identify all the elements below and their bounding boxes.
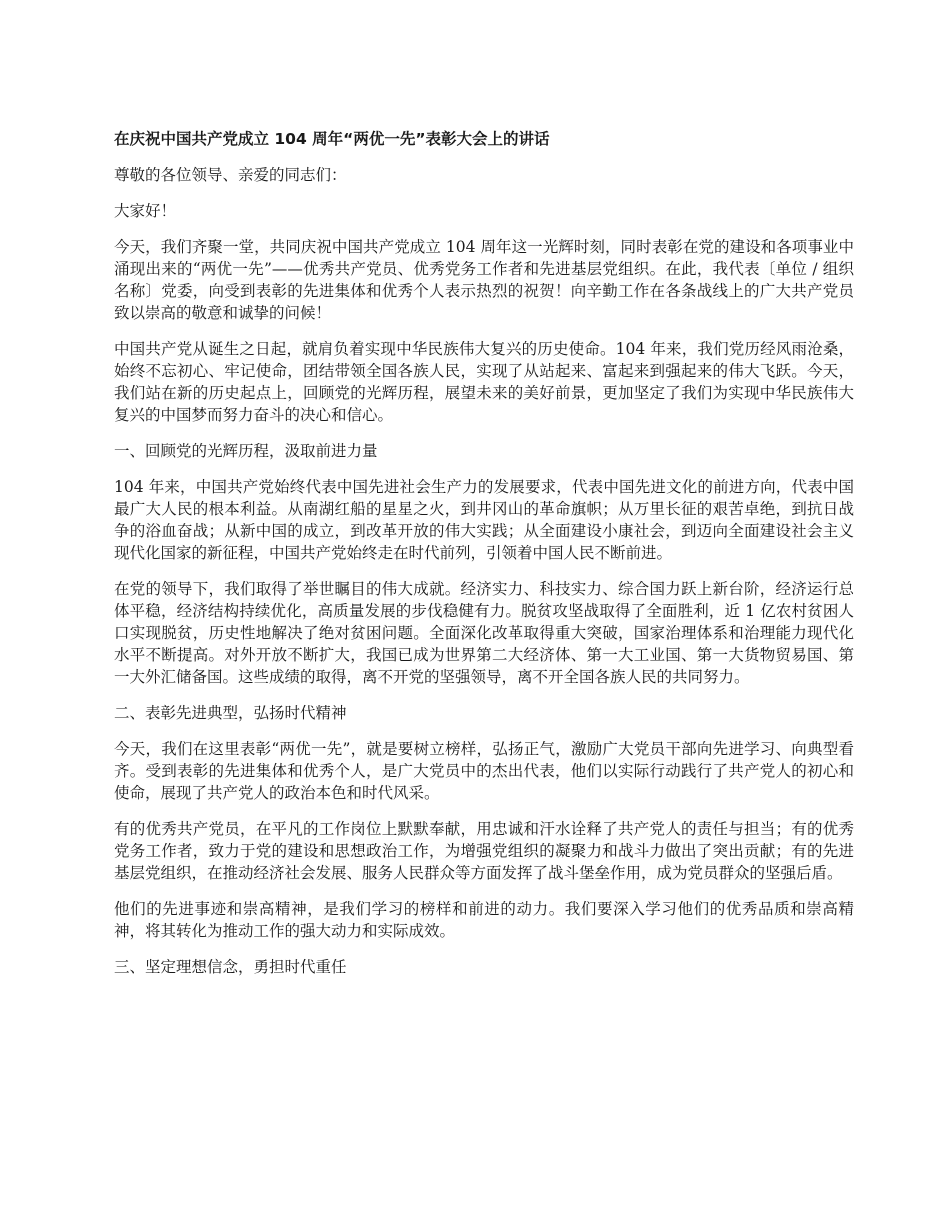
section-1-heading: 一、回顾党的光辉历程，汲取前进力量: [114, 442, 378, 460]
section-3-heading: 三、坚定理想信念，勇担时代重任: [114, 958, 347, 976]
section-2-paragraph-2: 有的优秀共产党员，在平凡的工作岗位上默默奉献，用忠诚和汗水诠释了共产党人的责任与担当；有的优秀党务工作者，致力于党的建设和思想政治工作，为增强党组织的凝聚力和战斗力做出了突出贡献；有的先进基层党组织，在推动经济社会发展、服务人民群众等方面发挥了战斗堡垒作用，成为党员群众的坚强后盾。: [114, 820, 854, 882]
section-1-paragraph-2: 在党的领导下，我们取得了举世瞩目的伟大成就。经济实力、科技实力、综合国力跃上新台阶，经济运行总体平稳，经济结构持续优化，高质量发展的步伐稳健有力。脱贫攻坚战取得了全面胜利，近 1 亿农村贫困人口实现脱贫，历史性地解决了绝对贫困问题。全面深化改革取得重大突破，国家治理体系和治理能力现代化水平不断提高。对外开放不断扩大，我国已成为世界第二大经济体、第一大工业国、第一大货物贸易国、第一大外汇储备国。这些成绩的取得，离不开党的坚强领导，离不开全国各族人民的共同努力。: [114, 580, 854, 686]
section-2-paragraph-3: 他们的先进事迹和崇高精神，是我们学习的榜样和前进的动力。我们要深入学习他们的优秀品质和崇高精神，将其转化为推动工作的强大动力和实际成效。: [114, 900, 854, 940]
salutation: 尊敬的各位领导、亲爱的同志们：: [114, 166, 347, 184]
section-2-heading: 二、表彰先进典型，弘扬时代精神: [114, 704, 347, 722]
greeting: 大家好！: [114, 202, 177, 220]
intro-paragraph-2: 中国共产党从诞生之日起，就肩负着实现中华民族伟大复兴的历史使命。104 年来，我们党历经风雨沧桑，始终不忘初心、牢记使命，团结带领全国各族人民，实现了从站起来、富起来到强起来的伟大飞跃。今天，我们站在新的历史起点上，回顾党的光辉历程，展望未来的美好前景，更加坚定了我们为实现中华民族伟大复兴的中国梦而努力奋斗的决心和信心。: [114, 340, 854, 424]
section-1-paragraph-1: 104 年来，中国共产党始终代表中国先进社会生产力的发展要求，代表中国先进文化的前进方向，代表中国最广大人民的根本利益。从南湖红船的星星之火，到井冈山的革命旗帜；从万里长征的艰苦卓绝，到抗日战争的浴血奋战；从新中国的成立，到改革开放的伟大实践；从全面建设小康社会，到迈向全面建设社会主义现代化国家的新征程，中国共产党始终走在时代前列，引领着中国人民不断前进。: [114, 478, 854, 562]
document-title: 在庆祝中国共产党成立 104 周年“两优一先”表彰大会上的讲话: [114, 130, 550, 148]
section-2-paragraph-1: 今天，我们在这里表彰“两优一先”，就是要树立榜样，弘扬正气，激励广大党员干部向先进学习、向典型看齐。受到表彰的先进集体和优秀个人，是广大党员中的杰出代表，他们以实际行动践行了共产党人的初心和使命，展现了共产党人的政治本色和时代风采。: [114, 740, 854, 802]
document-page: [114, 120, 854, 992]
intro-paragraph-1: 今天，我们齐聚一堂，共同庆祝中国共产党成立 104 周年这一光辉时刻，同时表彰在党的建设和各项事业中涌现出来的“两优一先”——优秀共产党员、优秀党务工作者和先进基层党组织。在此，我代表〔单位 / 组织名称〕党委，向受到表彰的先进集体和优秀个人表示热烈的祝贺！向辛勤工作在各条战线上的广大共产党员致以崇高的敬意和诚挚的问候！: [114, 238, 854, 322]
